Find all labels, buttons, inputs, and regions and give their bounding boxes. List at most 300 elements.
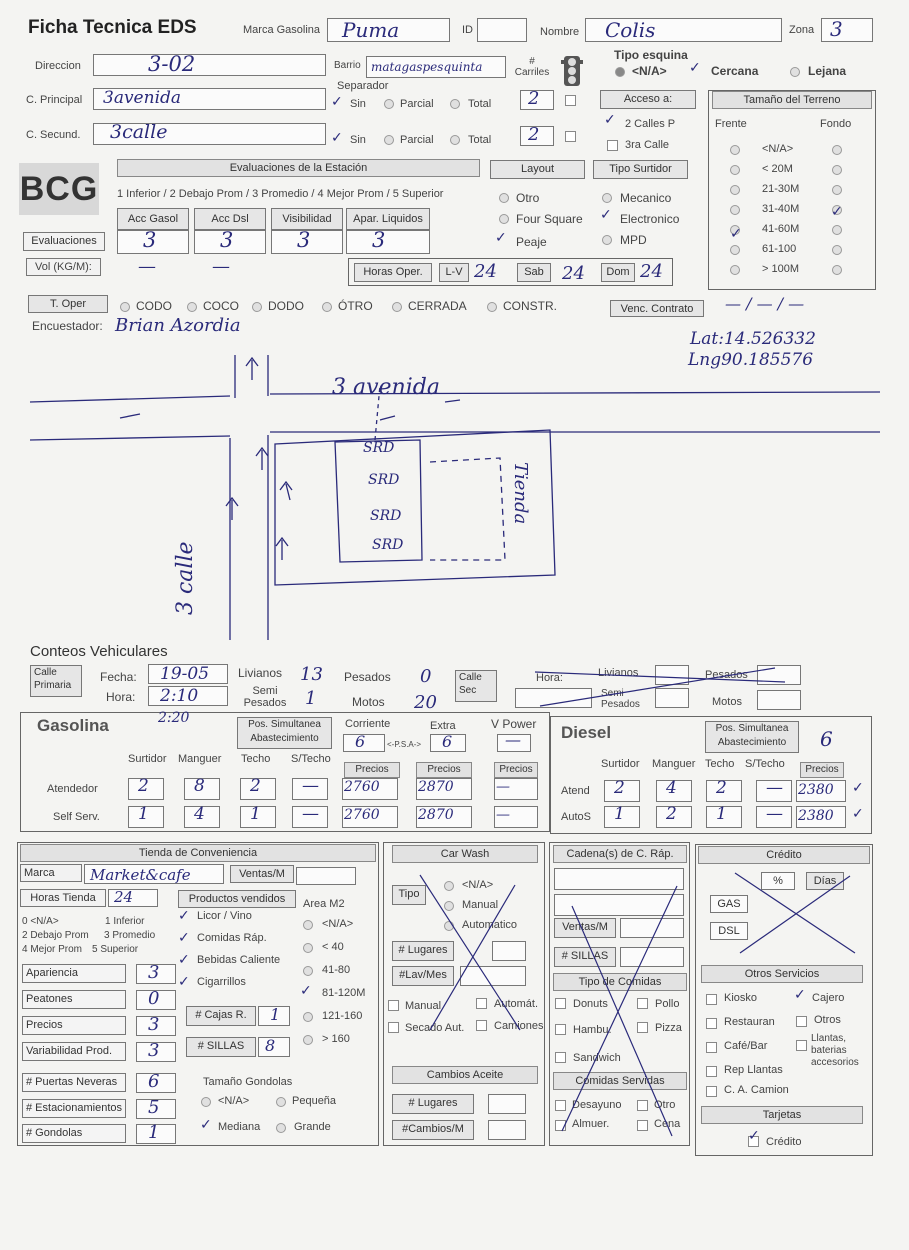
eval-field-3[interactable] (346, 230, 430, 254)
comidas-servidas-title: Comidas Servidas (553, 1072, 687, 1090)
credito-dsl-label: DSL (710, 922, 748, 940)
dom-label: Dom (601, 263, 635, 282)
tienda-title: Tienda de Conveniencia (20, 844, 376, 862)
conteos-title: Conteos Vehiculares (30, 643, 168, 660)
carwash-lugares-label: # Lugares (392, 941, 454, 961)
kiosko-checkbox[interactable] (706, 994, 717, 1005)
gas-value-1-1: 4 (194, 804, 205, 824)
terreno-option-1: < 20M (762, 163, 793, 175)
dsl-precios-hdr: Precios (800, 762, 844, 778)
otro-label: Otro (654, 1099, 676, 1111)
acceso-3ra-checkbox[interactable] (607, 140, 618, 151)
diesel-pos-label: Pos. Simultanea Abastecimiento (705, 721, 799, 753)
esquina-na-radio[interactable] (615, 67, 625, 77)
tienda-scale-5: 5 Superior (92, 944, 139, 955)
hora-sec-label: Hora: (536, 672, 563, 684)
terreno-fondo-radio-4[interactable] (832, 225, 842, 235)
barrio-label: Barrio (334, 60, 361, 71)
dsl-row-label-0: Atend (561, 785, 590, 797)
credito-dias-label: Días (806, 872, 844, 890)
encuestador-value: Brian Azordia (115, 315, 241, 336)
extra-value: 6 (442, 732, 453, 751)
surtidor-electronico-check-icon: ✓ (600, 207, 612, 223)
cajas-label: # Cajas R. (186, 1006, 256, 1026)
eval-value-2: 3 (297, 228, 311, 252)
vol-value-2: — (212, 256, 230, 277)
bcg-logo: BCG (19, 163, 99, 215)
area-radio-2[interactable] (303, 966, 313, 976)
area-radio-0[interactable] (303, 920, 313, 930)
sketch-pump-4: SRD (372, 537, 404, 553)
gas-precios-hdr-0: Precios (344, 762, 400, 778)
area-label-3: 81-120M (322, 987, 366, 999)
principal-value: 3avenida (103, 88, 182, 108)
gas-price-1-1: 2870 (418, 807, 454, 823)
producto-check-icon-1: ✓ (178, 930, 190, 946)
toper-label-0: CODO (136, 299, 172, 313)
area-check-icon-3: ✓ (300, 983, 312, 999)
tienda-apariencia-value: 3 (148, 962, 160, 983)
dsl-col-3: S/Techo (745, 758, 785, 770)
toper-label: T. Oper (28, 295, 108, 313)
esquina-lejana-label: Lejana (808, 64, 847, 78)
aceite-lugares-field[interactable] (488, 1094, 526, 1114)
gas-col-3: S/Techo (291, 753, 331, 765)
tarjetas-credito-label: Crédito (766, 1136, 802, 1148)
productos-label: Productos vendidos (178, 890, 296, 908)
aceite-cambios-label: #Cambios/M (392, 1120, 474, 1140)
semi-value: 1 (305, 688, 317, 709)
dsl-col-0: Surtidor (601, 758, 640, 770)
corriente-label: Corriente (345, 718, 391, 730)
evaluaciones-scale: 1 Inferior / 2 Debajo Prom / 3 Promedio / 4 Mejor Prom / 5 Superior (117, 188, 444, 200)
layout-foursquare-label: Four Square (516, 212, 583, 226)
gas-col-0: Surtidor (128, 753, 167, 765)
repllantas-checkbox[interactable] (706, 1066, 717, 1077)
psa-label: <-P.S.A-> (387, 740, 422, 749)
secund-parcial-radio[interactable] (384, 135, 394, 145)
dom-value: 24 (640, 261, 663, 282)
zona-field[interactable] (821, 18, 873, 42)
site-sketch (0, 340, 909, 640)
horas-oper-label: Horas Oper. (354, 263, 432, 282)
dsl-price-check-icon-0: ✓ (852, 780, 864, 796)
tienda-peatones-value: 0 (148, 988, 160, 1009)
terreno-fondo-check-icon: ✓ (831, 204, 843, 220)
gas-value-0-2: 2 (250, 776, 261, 796)
tipo-comidas-title: Tipo de Comidas (553, 973, 687, 991)
motos-sec-label: Motos (712, 696, 742, 708)
gas-price-0-1: 2870 (418, 779, 454, 795)
secund-sin-check-icon: ✓ (331, 130, 343, 146)
otros-servicios-title: Otros Servicios (701, 965, 863, 983)
secund-carriles-value: 2 (528, 124, 540, 145)
gondola-mediana-label: Mediana (218, 1121, 261, 1133)
lv-label: L-V (439, 263, 469, 282)
principal-parcial-label: Parcial (400, 98, 434, 110)
toper-label-5: CONSTR. (503, 299, 557, 313)
area-radio-1[interactable] (303, 943, 313, 953)
surtidor-mpd-radio[interactable] (602, 235, 612, 245)
dsl-price-1: 2380 (798, 808, 834, 824)
gas-row-label-1: Self Serv. (53, 811, 100, 823)
gas-value-1-0: 1 (138, 804, 149, 824)
tienda-marca-label: Marca (20, 864, 82, 882)
terreno-fondo-radio-5[interactable] (832, 245, 842, 255)
gas-value-0-0: 2 (138, 776, 149, 796)
gas-col-2: Techo (241, 753, 271, 765)
dsl-value-0-2: 2 (716, 778, 727, 798)
carwash-lavmes-label: #Lav/Mes (392, 966, 454, 986)
toper-radio-3[interactable] (322, 302, 332, 312)
terreno-fondo-radio-0[interactable] (832, 145, 842, 155)
tienda-variabilidad-label: Variabilidad Prod. (22, 1042, 126, 1061)
gondolas-size-label: Tamaño Gondolas (203, 1076, 293, 1088)
surtidor-electronico-label: Electronico (620, 212, 680, 226)
gondola-grande-radio[interactable] (276, 1123, 286, 1133)
form-title: Ficha Tecnica EDS (28, 17, 197, 38)
cadena-ventas-label: Ventas/M (554, 918, 616, 938)
gondola-na-radio[interactable] (201, 1097, 211, 1107)
eval-value-0: 3 (143, 228, 157, 252)
lat-value: Lat:14.526332 (690, 329, 816, 349)
aceite-lugares-label: # Lugares (392, 1094, 474, 1114)
esquina-lejana-radio[interactable] (790, 67, 800, 77)
gas-value-1-3: — (302, 804, 319, 824)
tarjetas-title: Tarjetas (701, 1106, 863, 1124)
gasolina-title: Gasolina (37, 716, 109, 735)
producto-label-2: Bebidas Caliente (197, 954, 281, 966)
tienda-scale-2: 2 Debajo Prom (22, 930, 89, 941)
area-radio-4[interactable] (303, 1012, 313, 1022)
secund-label: C. Secund. (26, 129, 81, 141)
llantas-label: Llantas, baterias accesorios (811, 1033, 859, 1068)
toper-radio-1[interactable] (187, 302, 197, 312)
credito-crossout (730, 868, 860, 958)
pesados-value: 0 (420, 666, 432, 687)
secund-value: 3calle (110, 121, 168, 143)
cajero-check-icon: ✓ (794, 987, 806, 1003)
sketch-pump-2: SRD (368, 472, 400, 488)
carwash-manual-label: Manual (462, 899, 499, 911)
carwash-secado-checkbox[interactable] (388, 1022, 399, 1033)
secund-carriles-checkbox[interactable] (565, 131, 576, 142)
semi-label: Semi Pesados (243, 685, 287, 709)
area-radio-5[interactable] (303, 1035, 313, 1045)
contrato-value: — / — / — (725, 294, 805, 313)
carwash-manual-chk-label: Manual (405, 1000, 442, 1012)
gas-price-1-0: 2760 (344, 807, 380, 823)
lv-value: 24 (474, 261, 497, 282)
livianos-value: 13 (300, 664, 323, 685)
gasolina-hora-value: 2:20 (158, 710, 190, 726)
vpower-value: — (505, 730, 521, 749)
gondola-mediana-check-icon: ✓ (200, 1117, 212, 1133)
terreno-frente-label: Frente (715, 118, 747, 130)
eval-value-3: 3 (372, 228, 386, 252)
tienda-ventas-label: Ventas/M (230, 865, 294, 883)
area-label-2: 41-80 (322, 964, 351, 976)
toper-radio-4[interactable] (392, 302, 402, 312)
sandwich-label: Sandwich (573, 1052, 621, 1064)
horas-tienda-label: Horas Tienda (20, 889, 106, 907)
camion-checkbox[interactable] (706, 1086, 717, 1097)
terreno-option-5: 61-100 (762, 243, 797, 255)
zona-value: 3 (830, 17, 843, 41)
terreno-frente-radio-2[interactable] (730, 185, 740, 195)
gas-price-0-2: — (496, 779, 510, 795)
gas-row-label-0: Atendedor (47, 783, 98, 795)
principal-carriles-checkbox[interactable] (565, 95, 576, 106)
tienda-scale-1: 1 Inferior (105, 916, 145, 927)
desayuno-label: Desayuno (572, 1099, 622, 1111)
fecha-value: 19-05 (160, 664, 210, 684)
dsl-price-check-icon-1: ✓ (852, 806, 864, 822)
terreno-option-6: > 100M (762, 263, 799, 275)
kiosko-label: Kiosko (724, 992, 758, 1004)
evaluaciones-header: Evaluaciones de la Estación (117, 159, 480, 177)
sketch-street-calle: 3 calle (173, 541, 198, 615)
principal-sin-check-icon: ✓ (331, 94, 343, 110)
terreno-frente-check-icon: ✓ (730, 226, 742, 242)
terreno-frente-radio-0[interactable] (730, 145, 740, 155)
gas-value-0-3: — (302, 776, 319, 796)
vol-value-1: — (138, 256, 156, 277)
esquina-na-label: <N/A> (632, 64, 667, 78)
esquina-cercana-check-icon: ✓ (689, 60, 701, 76)
gas-value-1-2: 1 (250, 804, 261, 824)
gondola-na-label: <N/A> (218, 1095, 250, 1107)
cena-label: Cena (654, 1118, 681, 1130)
toper-label-2: DODO (268, 299, 304, 313)
repllantas-label: Rep Llantas (724, 1064, 783, 1076)
carwash-title: Car Wash (392, 845, 538, 863)
otros-checkbox[interactable] (796, 1016, 807, 1027)
terreno-frente-radio-3[interactable] (730, 205, 740, 215)
tienda-variabilidad-value: 3 (148, 1040, 160, 1061)
gondola-pequena-radio[interactable] (276, 1097, 286, 1107)
toper-radio-2[interactable] (252, 302, 262, 312)
principal-parcial-radio[interactable] (384, 99, 394, 109)
acceso-3ra-label: 3ra Calle (625, 139, 670, 151)
llantas-checkbox[interactable] (796, 1040, 807, 1051)
surtidor-mpd-label: MPD (620, 233, 647, 247)
dsl-value-1-1: 2 (666, 804, 677, 824)
dsl-col-2: Techo (705, 758, 735, 770)
zona-label: Zona (789, 24, 815, 36)
cadena-title: Cadena(s) de C. Ráp. (553, 845, 687, 863)
secund-total-radio[interactable] (450, 135, 460, 145)
area-label: Area M2 (303, 898, 345, 910)
credito-title: Crédito (698, 846, 870, 864)
eval-value-1: 3 (220, 228, 234, 252)
carwash-na-label: <N/A> (462, 879, 494, 891)
layout-foursquare-radio[interactable] (499, 214, 509, 224)
aceite-cambios-field[interactable] (488, 1120, 526, 1140)
dsl-value-1-0: 1 (614, 804, 625, 824)
terreno-option-0: <N/A> (762, 143, 794, 155)
carwash-secado-label: Secado Aut. (405, 1022, 465, 1034)
sketch-street-avenida: 3 avenida (332, 375, 440, 400)
layout-peaje-check-icon: ✓ (495, 230, 507, 246)
sillas-label: # SILLAS (186, 1037, 256, 1057)
sketch-pump-1: SRD (363, 440, 395, 456)
area-label-0: <N/A> (322, 918, 354, 930)
nombre-value: Colis (605, 18, 656, 42)
terreno-fondo-radio-2[interactable] (832, 185, 842, 195)
almuer-label: Almuer. (572, 1118, 610, 1130)
hora-label: Hora: (106, 690, 136, 704)
toper-label-1: COCO (203, 299, 239, 313)
tienda-apariencia-label: Apariencia (22, 964, 126, 983)
cafebar-checkbox[interactable] (706, 1042, 717, 1053)
hora-value: 2:10 (160, 686, 199, 706)
acceso-header: Acceso a: (600, 90, 696, 109)
direccion-value: 3-02 (148, 52, 196, 76)
tienda-ventas-field[interactable] (296, 867, 356, 885)
dsl-col-1: Manguer (652, 758, 696, 770)
carriles-label: # Carriles (514, 56, 550, 78)
cajas-value: 1 (270, 1005, 281, 1024)
gondola-pequena-label: Pequeña (292, 1095, 337, 1107)
tienda-scale-0: 0 <N/A> (22, 916, 59, 927)
gas-precios-hdr-1: Precios (416, 762, 472, 778)
cadena-crossout (552, 846, 688, 1146)
esquina-cercana-label: Cercana (711, 64, 759, 78)
producto-label-0: Licor / Vino (197, 910, 252, 922)
carwash-manual-checkbox[interactable] (388, 1000, 399, 1011)
tienda-gondolas-label: # Gondolas (22, 1124, 126, 1143)
dsl-value-0-3: — (766, 778, 783, 798)
otros-label: Otros (814, 1014, 841, 1026)
secund-parcial-label: Parcial (400, 134, 434, 146)
gas-price-1-2: — (496, 807, 510, 823)
carwash-crossout (400, 870, 530, 1040)
diesel-title: Diesel (561, 723, 612, 742)
tipo-esquina-label: Tipo esquina (614, 48, 688, 62)
hambu-label: Hambu. (573, 1024, 612, 1036)
dsl-value-0-1: 4 (666, 778, 677, 798)
tienda-estac-label: # Estacionamientos (22, 1099, 126, 1118)
tienda-neveras-value: 6 (148, 1071, 160, 1092)
terreno-option-4: 41-60M (762, 223, 800, 235)
dsl-value-0-0: 2 (614, 778, 625, 798)
pizza-label: Pizza (655, 1022, 682, 1034)
sketch-tienda: Tienda (510, 462, 531, 525)
tienda-precios-label: Precios (22, 1016, 126, 1035)
eval-col-2: Visibilidad (271, 208, 343, 230)
toper-radio-5[interactable] (487, 302, 497, 312)
marca-value: Puma (342, 18, 400, 42)
camion-label: C. A. Camion (724, 1084, 789, 1096)
carwash-automat-label: Automát. (494, 998, 539, 1010)
dsl-price-0: 2380 (798, 782, 834, 798)
terreno-option-2: 21-30M (762, 183, 800, 195)
principal-total-label: Total (468, 98, 492, 110)
contrato-label: Venc. Contrato (610, 300, 704, 317)
vol-label: Vol (KG/M): (26, 258, 101, 276)
restauran-checkbox[interactable] (706, 1018, 717, 1029)
toper-label-4: CERRADA (408, 299, 467, 313)
carwash-tipo-label: Tipo (392, 885, 426, 905)
credito-pct-label: % (761, 872, 795, 890)
tienda-neveras-label: # Puertas Neveras (22, 1073, 126, 1092)
dsl-row-label-1: AutoS (561, 811, 591, 823)
sab-value: 24 (562, 263, 585, 284)
livianos-label: Livianos (238, 666, 283, 680)
layout-otro-radio[interactable] (499, 193, 509, 203)
surtidor-mecanico-label: Mecanico (620, 191, 672, 205)
tarjetas-credito-check-icon: ✓ (748, 1128, 760, 1144)
principal-carriles-value: 2 (528, 88, 540, 109)
producto-label-1: Comidas Ráp. (197, 932, 267, 944)
producto-check-icon-0: ✓ (178, 908, 190, 924)
marca-label: Marca Gasolina (243, 24, 321, 36)
terreno-frente-radio-6[interactable] (730, 265, 740, 275)
tienda-scale-3: 3 Promedio (104, 930, 156, 941)
sab-label: Sab (517, 263, 551, 282)
cafebar-label: Café/Bar (724, 1040, 768, 1052)
conteos-sec-crossout (530, 662, 790, 712)
sketch-pump-3: SRD (370, 508, 402, 524)
pollo-label: Pollo (655, 998, 680, 1010)
restauran-label: Restauran (724, 1016, 775, 1028)
direccion-field[interactable] (93, 54, 326, 76)
nombre-label: Nombre (540, 26, 580, 38)
credito-gas-label: GAS (710, 895, 748, 913)
principal-total-radio[interactable] (450, 99, 460, 109)
lng-value: Lng90.185576 (688, 350, 814, 370)
horas-tienda-value: 24 (114, 888, 134, 906)
evaluaciones-row-label: Evaluaciones (23, 232, 105, 251)
terreno-fondo-radio-1[interactable] (832, 165, 842, 175)
surtidor-mecanico-radio[interactable] (602, 193, 612, 203)
area-label-4: 121-160 (322, 1010, 363, 1022)
dsl-value-1-3: — (766, 804, 783, 824)
toper-radio-0[interactable] (120, 302, 130, 312)
cajero-label: Cajero (812, 992, 845, 1004)
principal-sin-label: Sin (350, 98, 366, 110)
tienda-estac-value: 5 (148, 1097, 160, 1118)
encuestador-label: Encuestador: (32, 319, 103, 333)
pesados-sec-label: Pesados (705, 669, 748, 681)
tienda-precios-value: 3 (148, 1014, 160, 1035)
gas-value-0-1: 8 (194, 776, 205, 796)
id-label: ID (462, 24, 473, 36)
aceite-title: Cambios Aceite (392, 1066, 538, 1084)
secund-sin-label: Sin (350, 134, 366, 146)
surtidor-header: Tipo Surtidor (593, 160, 688, 179)
carwash-camiones-label: Camiones (494, 1020, 544, 1032)
terreno-frente-radio-5[interactable] (730, 245, 740, 255)
eval-col-1: Acc Dsl (194, 208, 266, 230)
terreno-fondo-radio-6[interactable] (832, 265, 842, 275)
cadena-sillas-label: # SILLAS (554, 947, 616, 967)
vpower-label: V Power (491, 717, 537, 731)
motos-value: 20 (414, 692, 437, 713)
layout-peaje-label: Peaje (516, 235, 547, 249)
tienda-scale-4: 4 Mejor Prom (22, 944, 83, 955)
layout-otro-label: Otro (516, 191, 540, 205)
id-field[interactable] (477, 18, 527, 42)
corriente-value: 6 (355, 732, 366, 751)
gas-precios-hdr-2: Precios (494, 762, 538, 778)
tienda-peatones-label: Peatones (22, 990, 126, 1009)
terreno-frente-radio-1[interactable] (730, 165, 740, 175)
tienda-marca-value: Market&cafe (90, 866, 191, 884)
gas-price-0-0: 2760 (344, 779, 380, 795)
fecha-label: Fecha: (100, 670, 137, 684)
